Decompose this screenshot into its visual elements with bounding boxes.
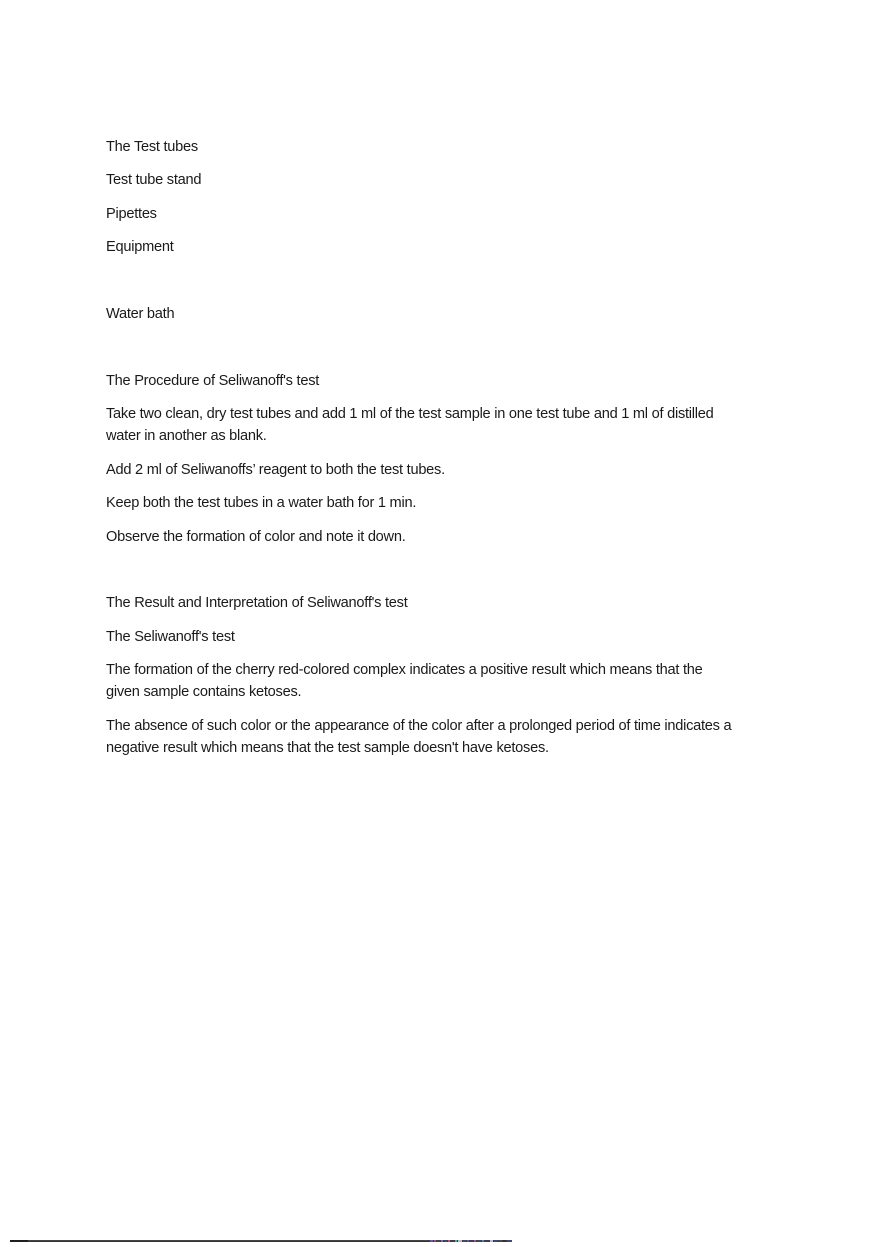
strip-segment xyxy=(503,1240,506,1242)
paragraph-text: Take two clean, dry test tubes and add 1 ml of the test sample in one test tube and 1 ml of distilled xyxy=(106,406,714,423)
paragraph-equipment-item xyxy=(106,203,806,225)
paragraph-text: The formation of the cherry red-colored complex indicates a positive result which means that the xyxy=(106,662,703,679)
strip-segment xyxy=(430,1240,433,1242)
strip-segment xyxy=(499,1240,502,1242)
strip-segment xyxy=(434,1240,436,1242)
paragraph-result-heading xyxy=(106,592,806,614)
strip-segment xyxy=(470,1240,473,1242)
strip-segment xyxy=(455,1240,457,1242)
strip-segment xyxy=(474,1240,476,1242)
blank-paragraph xyxy=(106,336,806,358)
strip-segment xyxy=(494,1240,498,1242)
strip-segment xyxy=(458,1240,462,1242)
paragraph-text: water in another as blank. xyxy=(106,428,267,445)
paragraph-result-subheading xyxy=(106,626,806,648)
strip-segment xyxy=(463,1240,466,1242)
paragraph-text: The absence of such color or the appearance of the color after a prolonged period of time indicates a xyxy=(106,717,732,734)
blank-paragraph xyxy=(106,559,806,581)
paragraph-text: The Result and Interpretation of Seliwanoff's test xyxy=(106,595,408,612)
document-text-block xyxy=(106,136,806,771)
paragraph-procedure-step xyxy=(106,492,806,514)
strip-segment xyxy=(441,1240,443,1242)
strip-segment xyxy=(451,1240,454,1242)
paragraph-equipment-item xyxy=(106,236,806,258)
strip-segment xyxy=(482,1240,484,1242)
strip-segment xyxy=(477,1240,481,1242)
paragraph-procedure-step xyxy=(106,459,806,481)
blank-paragraph xyxy=(106,270,806,292)
paragraph-text: Observe the formation of color and note it down. xyxy=(106,528,406,545)
bottom-strip xyxy=(10,1240,512,1242)
paragraph-text: Pipettes xyxy=(106,205,157,222)
paragraph-text: Water bath xyxy=(106,305,175,322)
paragraph-text: given sample contains ketoses. xyxy=(106,684,302,701)
paragraph-result-negative xyxy=(106,715,806,760)
strip-segment xyxy=(467,1240,469,1242)
paragraph-text: The Test tubes xyxy=(106,139,198,155)
paragraph-equipment-item xyxy=(106,303,806,325)
strip-segment xyxy=(490,1240,493,1242)
paragraph-procedure-step xyxy=(106,403,806,448)
strip-segment xyxy=(507,1240,512,1242)
paragraph-procedure-step xyxy=(106,526,806,548)
paragraph-text: Add 2 ml of Seliwanoffs’ reagent to both the test tubes. xyxy=(106,461,445,478)
paragraph-result-positive xyxy=(106,659,806,704)
paragraph-equipment-item xyxy=(106,136,806,158)
strip-segment xyxy=(444,1240,447,1242)
paragraph-procedure-heading xyxy=(106,370,806,392)
strip-segment xyxy=(10,1240,28,1242)
paragraph-equipment-item xyxy=(106,169,806,191)
strip-segment xyxy=(485,1240,489,1242)
paragraph-text: The Procedure of Seliwanoff's test xyxy=(106,372,320,389)
strip-segment xyxy=(437,1240,440,1242)
paragraph-text: Equipment xyxy=(106,239,174,256)
paragraph-text: Test tube stand xyxy=(106,172,202,189)
paragraph-text: negative result which means that the test sample doesn't have ketoses. xyxy=(106,740,549,757)
strip-segment xyxy=(448,1240,450,1242)
paragraph-text: The Seliwanoff's test xyxy=(106,628,235,645)
paragraph-text: Keep both the test tubes in a water bath for 1 min. xyxy=(106,495,417,512)
